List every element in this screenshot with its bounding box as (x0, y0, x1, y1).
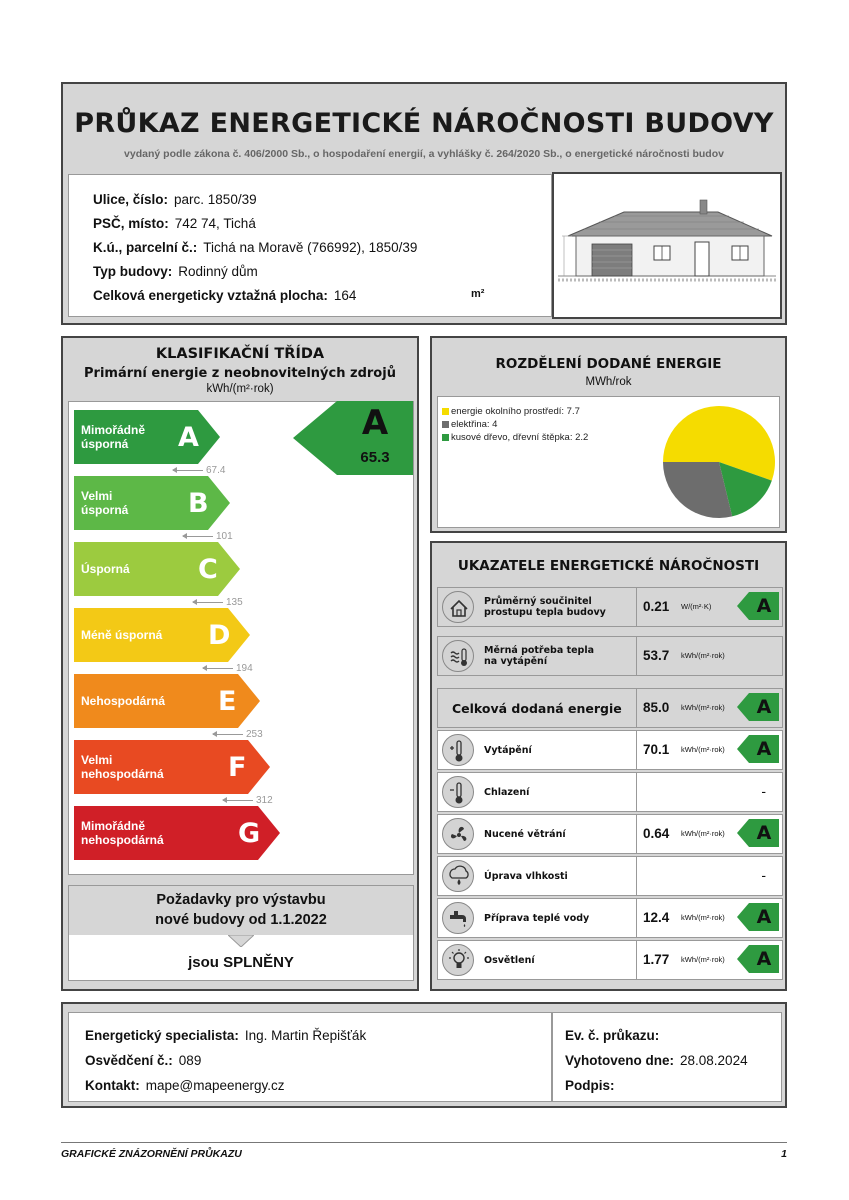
limit-a (173, 465, 225, 476)
legend-label-wood: kusové dřevo, dřevní štěpka: 2.2 (451, 432, 589, 443)
indicator-name (484, 731, 532, 769)
signature-row (565, 1078, 621, 1093)
address-box (68, 174, 552, 317)
lightbulb-icon (442, 944, 474, 976)
indicator-unit: kWh/(m²·rok) (681, 650, 725, 660)
area-label: Celková energeticky vztažná plocha: (93, 288, 328, 303)
chevron-down-icon (228, 935, 254, 947)
indicator-row-priprava-teple-vody (437, 898, 783, 938)
limit-b (183, 531, 233, 542)
requirements-result: jsou SPLNĚNY (188, 954, 294, 971)
band-f-letter: F (228, 751, 247, 783)
band-e-label-1: Nehospodárná (81, 694, 166, 708)
date-row (565, 1053, 748, 1068)
result-class-letter: A (361, 403, 389, 443)
indicator-value-cell (636, 940, 784, 980)
indicator-value-cell (636, 730, 784, 770)
house-illustration-box (552, 172, 782, 319)
band-g-label-2: nehospodárná (81, 833, 164, 847)
indicator-unit: kWh/(m²·rok) (681, 702, 725, 712)
ku-label: K.ú., parcelní č.: (93, 240, 198, 255)
indicator-row-prumerny-soucinitel (437, 587, 783, 627)
indicator-value: 53.7 (643, 647, 670, 663)
indicator-unit: kWh/(m²·rok) (681, 744, 725, 754)
indicator-value: 12.4 (643, 909, 670, 925)
band-a-label-2: úsporná (81, 437, 129, 451)
indicator-name (484, 857, 568, 895)
requirements-heading (69, 886, 413, 935)
legend-label-electricity: elektřina: 4 (451, 419, 498, 430)
legend-label-ambient: energie okolního prostředí: 7.7 (451, 406, 580, 417)
band-e-letter: E (218, 685, 237, 717)
indicator-name-line-1: Nucené větrání (484, 828, 566, 840)
area-unit: m² (471, 288, 485, 300)
legend-swatch-electricity (442, 421, 449, 428)
cooling-thermometer-icon (442, 776, 474, 808)
evidence-label: Ev. č. průkazu: (565, 1028, 660, 1043)
limit-f (223, 795, 273, 806)
heating-thermometer-icon (442, 734, 474, 766)
limit-e (213, 729, 263, 740)
indicator-value-cell (636, 898, 784, 938)
house-icon (442, 591, 474, 623)
indicator-name-line-1: Měrná potřeba tepla (484, 645, 595, 656)
band-b (74, 476, 230, 530)
certificate-label: Osvědčení č.: (85, 1053, 173, 1068)
indicator-class-letter: A (756, 696, 772, 718)
indicator-class-letter: A (756, 595, 772, 617)
humidity-icon (442, 860, 474, 892)
document-subtitle: vydaný podle zákona č. 406/2000 Sb., o hospodaření energií, a vyhlášky č. 264/2020 Sb., o energetické náročnosti budov (124, 148, 724, 160)
indicator-class-letter: A (756, 738, 772, 760)
header-section (61, 82, 787, 325)
classification-subtitle: Primární energie z neobnovitelných zdrojů (84, 366, 396, 381)
indicator-name (484, 588, 606, 626)
indicator-empty-value: - (761, 783, 766, 799)
indicator-unit: W/(m²·K) (681, 601, 712, 611)
indicator-name-line-1: Průměrný součinitel (484, 596, 592, 607)
street-row (93, 192, 257, 207)
type-value: Rodinný dům (178, 264, 258, 279)
limit-a-value: 67.4 (206, 465, 226, 476)
indicator-class-badge (737, 693, 779, 721)
limit-d-value: 194 (236, 663, 253, 674)
specialist-row (85, 1028, 366, 1043)
indicator-unit: kWh/(m²·rok) (681, 912, 725, 922)
indicator-row-nucene-vetrani (437, 814, 783, 854)
indicator-value: 70.1 (643, 741, 670, 757)
indicator-name (484, 773, 529, 811)
band-b-label-1: Velmi (81, 489, 113, 503)
band-a-letter: A (178, 421, 199, 453)
requirements-line-1: Požadavky pro výstavbu (156, 892, 326, 908)
indicator-name (484, 899, 589, 937)
indicator-class-badge (737, 592, 779, 620)
type-row (93, 264, 258, 279)
psc-row (93, 216, 256, 231)
legend-item-electricity (442, 419, 497, 430)
indicator-name-line-1: Chlazení (484, 786, 530, 798)
classification-unit: kWh/(m²·rok) (206, 383, 274, 395)
faucet-icon (442, 902, 474, 934)
band-c (74, 542, 240, 596)
indicator-name-line-1: Příprava teplé vody (484, 912, 590, 924)
legend-swatch-wood (442, 434, 449, 441)
indicator-name (484, 941, 535, 979)
indicator-class-badge (737, 903, 779, 931)
band-b-label-2: úsporná (81, 503, 129, 517)
band-a (74, 410, 220, 464)
indicator-row-osvetleni (437, 940, 783, 980)
indicator-class-badge (737, 819, 779, 847)
legend-swatch-ambient (442, 408, 449, 415)
band-d-letter: D (208, 619, 231, 651)
indicator-value: 1.77 (643, 951, 670, 967)
date-value: 28.08.2024 (680, 1053, 748, 1068)
area-value: 164 (333, 288, 357, 303)
indicator-name-line-2: prostupu tepla budovy (484, 607, 606, 618)
band-a-label-1: Mimořádně (81, 423, 146, 437)
energy-distribution-panel (430, 336, 787, 533)
indicator-unit: kWh/(m²·rok) (681, 828, 725, 838)
indicators-panel (430, 541, 787, 991)
document-title: PRŮKAZ ENERGETICKÉ NÁROČNOSTI BUDOVY (74, 108, 774, 139)
indicator-row-merna-potreba-tepla (437, 636, 783, 676)
result-class-indicator (293, 401, 413, 475)
indicator-empty-value: - (761, 867, 766, 883)
specialist-section (61, 1002, 787, 1108)
indicators-title: UKAZATELE ENERGETICKÉ NÁROČNOSTI (457, 558, 760, 574)
band-g-label-1: Mimořádně (81, 819, 146, 833)
certificate-value: 089 (178, 1053, 202, 1068)
indicator-value-cell (636, 814, 784, 854)
indicator-class-badge (737, 945, 779, 973)
indicator-name (484, 637, 594, 675)
requirements-box (68, 885, 414, 981)
contact-value: mape@mapeenergy.cz (145, 1078, 285, 1093)
certificate-row (85, 1053, 201, 1068)
indicator-value-cell (636, 636, 784, 676)
indicator-row-vytapeni (437, 730, 783, 770)
footer-caption: GRAFICKÉ ZNÁZORNĚNÍ PRŮKAZU (61, 1148, 242, 1160)
band-g (74, 806, 280, 860)
indicator-unit: kWh/(m²·rok) (681, 954, 725, 964)
date-label: Vyhotoveno dne: (565, 1053, 675, 1068)
band-f-label-1: Velmi (81, 753, 113, 767)
street-label: Ulice, číslo: (93, 192, 169, 207)
indicator-name-line-1: Vytápění (484, 744, 532, 756)
indicator-class-letter: A (756, 948, 772, 970)
band-b-letter: B (188, 487, 209, 519)
indicator-row-chlazeni (437, 772, 783, 812)
indicator-value: 0.64 (643, 825, 670, 841)
footer-divider (61, 1142, 787, 1143)
indicator-name-line-1: Úprava vlhkosti (484, 870, 568, 882)
legend-item-wood (442, 432, 588, 443)
indicator-value-cell (636, 856, 784, 896)
distribution-title: ROZDĚLENÍ DODANÉ ENERGIE (495, 356, 722, 372)
indicator-class-badge (737, 735, 779, 763)
signature-label: Podpis: (565, 1078, 615, 1093)
fan-icon (442, 818, 474, 850)
certificate-info-box (552, 1012, 782, 1102)
area-row (93, 288, 356, 303)
psc-value: 742 74, Tichá (174, 216, 256, 231)
indicator-name (484, 815, 566, 853)
band-e (74, 674, 260, 728)
limit-c (193, 597, 243, 608)
specialist-box (68, 1012, 552, 1102)
psc-label: PSČ, místo: (93, 216, 169, 231)
contact-row (85, 1078, 285, 1093)
limit-f-value: 312 (256, 795, 273, 806)
ku-row (93, 240, 417, 255)
energy-scale (68, 401, 414, 875)
thermometer-wave-icon (442, 640, 474, 672)
indicator-value: 85.0 (643, 699, 670, 715)
specialist-value: Ing. Martin Řepišťák (244, 1028, 367, 1043)
classification-panel (61, 336, 419, 991)
indicator-value-cell (636, 772, 784, 812)
indicator-name-line-1: Osvětlení (484, 954, 535, 966)
band-d (74, 608, 250, 662)
band-c-label-1: Úsporná (81, 562, 130, 576)
indicator-name (452, 689, 622, 727)
band-f-label-2: nehospodárná (81, 767, 164, 781)
indicator-class-letter: A (756, 906, 772, 928)
distribution-unit: MWh/rok (585, 376, 632, 388)
street-value: parc. 1850/39 (174, 192, 257, 207)
ku-value: Tichá na Moravě (766992), 1850/39 (203, 240, 418, 255)
indicator-name-line-1: Celková dodaná energie (452, 700, 622, 716)
band-f (74, 740, 270, 794)
indicator-value-cell (636, 587, 784, 627)
contact-label: Kontakt: (85, 1078, 140, 1093)
indicator-value-cell (636, 688, 784, 728)
indicator-row-celkova-dodana-energie (437, 688, 783, 728)
indicator-class-letter: A (756, 822, 772, 844)
limit-c-value: 135 (226, 597, 243, 608)
legend-item-ambient (442, 406, 580, 417)
limit-b-value: 101 (216, 531, 233, 542)
band-d-label-1: Méně úsporná (81, 628, 163, 642)
band-g-letter: G (238, 817, 261, 849)
band-c-letter: C (198, 553, 218, 585)
indicator-row-uprava-vlhkosti (437, 856, 783, 896)
limit-d (203, 663, 253, 674)
requirements-line-2: nové budovy od 1.1.2022 (155, 912, 327, 928)
specialist-label: Energetický specialista: (85, 1028, 239, 1043)
evidence-row (565, 1028, 665, 1043)
indicator-value: 0.21 (643, 598, 670, 614)
result-class-value: 65.3 (360, 449, 390, 466)
page-number: 1 (781, 1148, 787, 1160)
energy-pie-chart (659, 402, 779, 522)
distribution-chart-box (437, 396, 780, 528)
limit-e-value: 253 (246, 729, 263, 740)
house-elevation-icon (554, 174, 780, 317)
classification-title: KLASIFIKAČNÍ TŘÍDA (155, 346, 325, 362)
indicator-name-line-2: na vytápění (484, 656, 548, 667)
type-label: Typ budovy: (93, 264, 173, 279)
